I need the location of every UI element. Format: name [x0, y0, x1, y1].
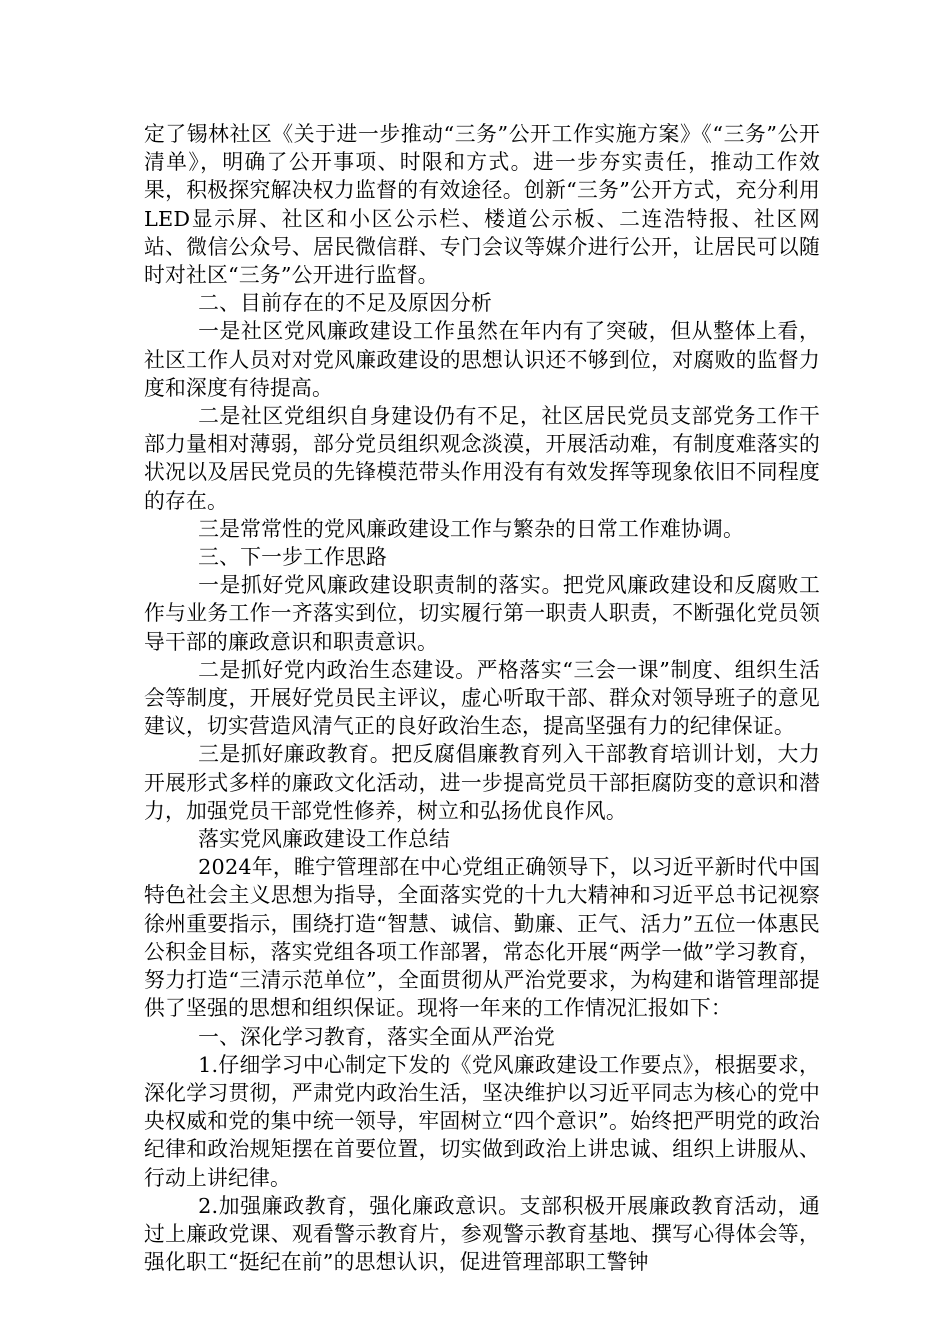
- document-body: [144, 120, 820, 1276]
- paragraph-next-step-3: 三是抓好廉政教育。把反腐倡廉教育列入干部教育培训计划，大力开展形式多样的廉政文化活动，进一步提高党员干部拒腐防变的意识和潜力，加强党员干部党性修养，树立和弘扬优良作风。: [144, 742, 820, 823]
- paragraph-next-step-2: 二是抓好党内政治生态建设。严格落实“三会一课”制度、组织生活会等制度，开展好党员民主评议，虚心听取干部、群众对领导班子的意见建议，切实营造风清气正的良好政治生态，提高坚强有力的纪律保证。: [144, 657, 820, 739]
- paragraph-item-1: 1.仔细学习中心制定下发的《党风廉政建设工作要点》，根据要求，深化学习贯彻，严肃党内政治生活，坚决维护以习近平同志为核心的党中央权威和党的集中统一领导，牢固树立“四个意识”。始终把严明党的政治纪律和政治规矩摆在首要位置，切实做到政治上讲忠诚、组织上讲服从、行动上讲纪律。: [144, 1052, 820, 1190]
- section-heading-study-education: 一、深化学习教育，落实全面从严治党: [198, 1024, 556, 1049]
- paragraph-shortcoming-3: 三是常常性的党风廉政建设工作与繁杂的日常工作难协调。: [198, 516, 744, 541]
- paragraph-shortcoming-1: 一是社区党风廉政建设工作虽然在年内有了突破，但从整体上看，社区工作人员对对党风廉政建设的思想认识还不够到位，对腐败的监督力度和深度有待提高。: [144, 319, 820, 400]
- section-heading-shortcomings: 二、目前存在的不足及原因分析: [198, 291, 493, 316]
- paragraph-shortcoming-2: 二是社区党组织自身建设仍有不足，社区居民党员支部党务工作干部力量相对薄弱，部分党员组织观念淡漠，开展活动难，有制度难落实的状况以及居民党员的先锋模范带头作用没有有效发挥等现象依旧不同程度的存在。: [144, 404, 820, 513]
- paragraph-summary-intro: 2024年，睢宁管理部在中心党组正确领导下，以习近平新时代中国特色社会主义思想为指导，全面落实党的十九大精神和习近平总书记视察徐州重要指示，围绕打造“智慧、诚信、勤廉、正气、活力”五位一体惠民公积金目标，落实党组各项工作部署，常态化开展“两学一做”学习教育，努力打造“三清示范单位”，全面贯彻从严治党要求，为构建和谐管理部提供了坚强的思想和组织保证。现将一年来的工作情况汇报如下：: [144, 855, 820, 1021]
- section-heading-next-steps: 三、下一步工作思路: [198, 545, 388, 570]
- paragraph-next-step-1: 一是抓好党风廉政建设职责制的落实。把党风廉政建设和反腐败工作与业务工作一齐落实到位，切实履行第一职责人职责，不断强化党员领导干部的廉政意识和职责意识。: [144, 573, 820, 654]
- document-title-summary: 落实党风廉政建设工作总结: [198, 827, 451, 852]
- paragraph-sanwu-disclosure: 定了锡林社区《关于进一步推动“三务”公开工作实施方案》《“三务”公开清单》，明确了公开事项、时限和方式。进一步夯实责任，推动工作效果，积极探究解决权力监督的有效途径。创新“三务”公开方式，充分利用LED显示屏、社区和小区公示栏、楼道公示板、二连浩特报、社区网站、微信公众号、居民微信群、专门会议等媒介进行公开，让居民可以随时对社区“三务”公开进行监督。: [144, 122, 820, 288]
- paragraph-item-2: 2.加强廉政教育，强化廉政意识。支部积极开展廉政教育活动，通过上廉政党课、观看警示教育片，参观警示教育基地、撰写心得体会等，强化职工“挺纪在前”的思想认识，促进管理部职工警钟: [144, 1193, 820, 1275]
